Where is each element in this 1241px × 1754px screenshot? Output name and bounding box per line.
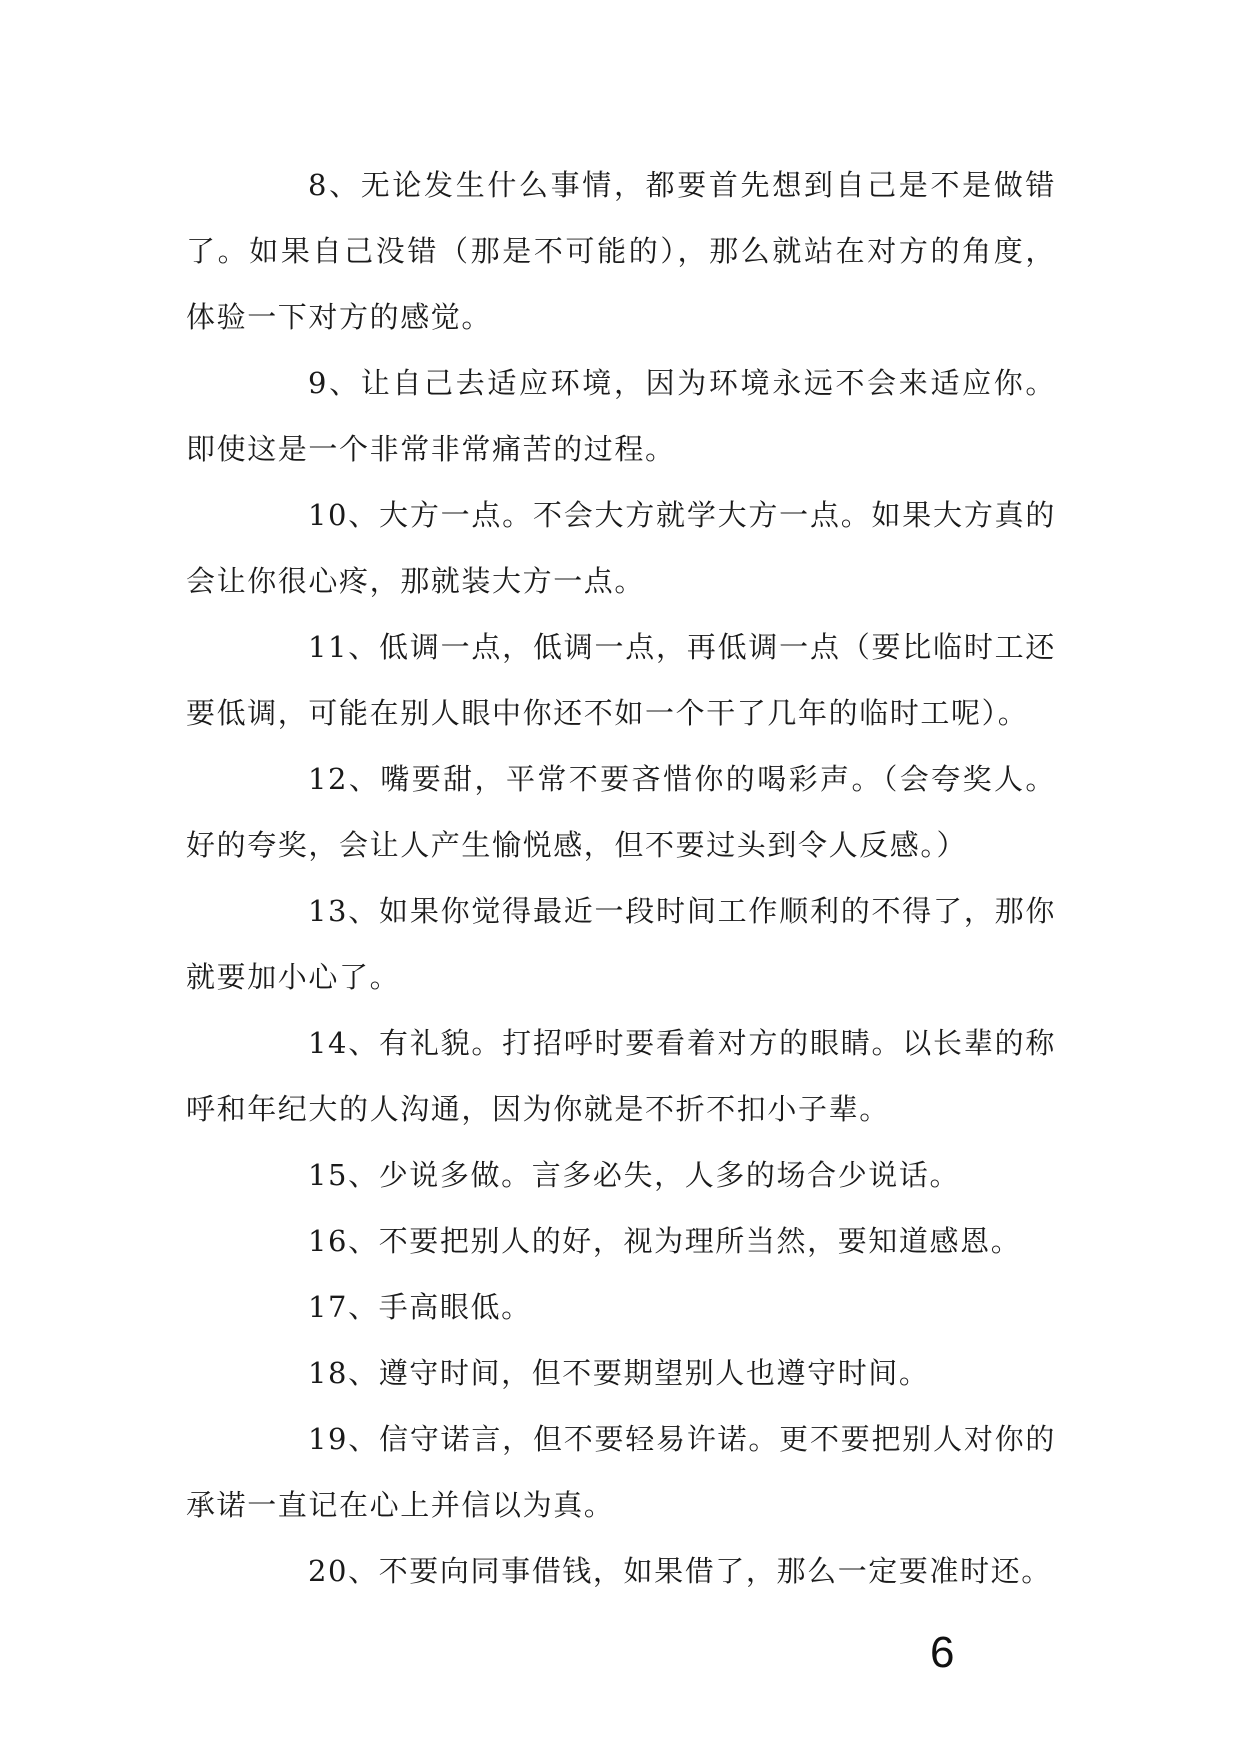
page-number: 6 bbox=[930, 1628, 955, 1677]
paragraph-item-9: 9、让自己去适应环境，因为环境永远不会来适应你。即使这是一个非常非常痛苦的过程。 bbox=[186, 366, 1056, 466]
paragraph-item-18: 18、遵守时间，但不要期望别人也遵守时间。 bbox=[308, 1356, 930, 1390]
paragraph-item-20: 20、不要向同事借钱，如果借了，那么一定要准时还。 bbox=[308, 1554, 1052, 1588]
paragraph-item-19: 19、信守诺言，但不要轻易许诺。更不要把别人对你的承诺一直记在心上并信以为真。 bbox=[186, 1422, 1056, 1522]
paragraph-item-8: 8、无论发生什么事情，都要首先想到自己是不是做错了。如果自己没错（那是不可能的），那么就站在对方的角度，体验一下对方的感觉。 bbox=[186, 168, 1056, 334]
paragraph-item-14: 14、有礼貌。打招呼时要看着对方的眼睛。以长辈的称呼和年纪大的人沟通，因为你就是不折不扣小子辈。 bbox=[186, 1026, 1056, 1126]
paragraph-item-16: 16、不要把别人的好，视为理所当然，要知道感恩。 bbox=[308, 1224, 1022, 1258]
paragraph-item-11: 11、低调一点，低调一点，再低调一点（要比临时工还要低调，可能在别人眼中你还不如一个干了几年的临时工呢）。 bbox=[186, 630, 1056, 730]
paragraph-item-10: 10、大方一点。不会大方就学大方一点。如果大方真的会让你很心疼，那就装大方一点。 bbox=[186, 498, 1056, 598]
document-body bbox=[186, 152, 1056, 1604]
paragraph-item-17: 17、手高眼低。 bbox=[308, 1290, 532, 1324]
paragraph-item-15: 15、少说多做。言多必失，人多的场合少说话。 bbox=[308, 1158, 961, 1192]
paragraph-item-13: 13、如果你觉得最近一段时间工作顺利的不得了，那你就要加小心了。 bbox=[186, 894, 1056, 994]
paragraph-item-12: 12、嘴要甜，平常不要吝惜你的喝彩声。（会夸奖人。好的夸奖，会让人产生愉悦感，但不要过头到令人反感。） bbox=[186, 762, 1056, 862]
